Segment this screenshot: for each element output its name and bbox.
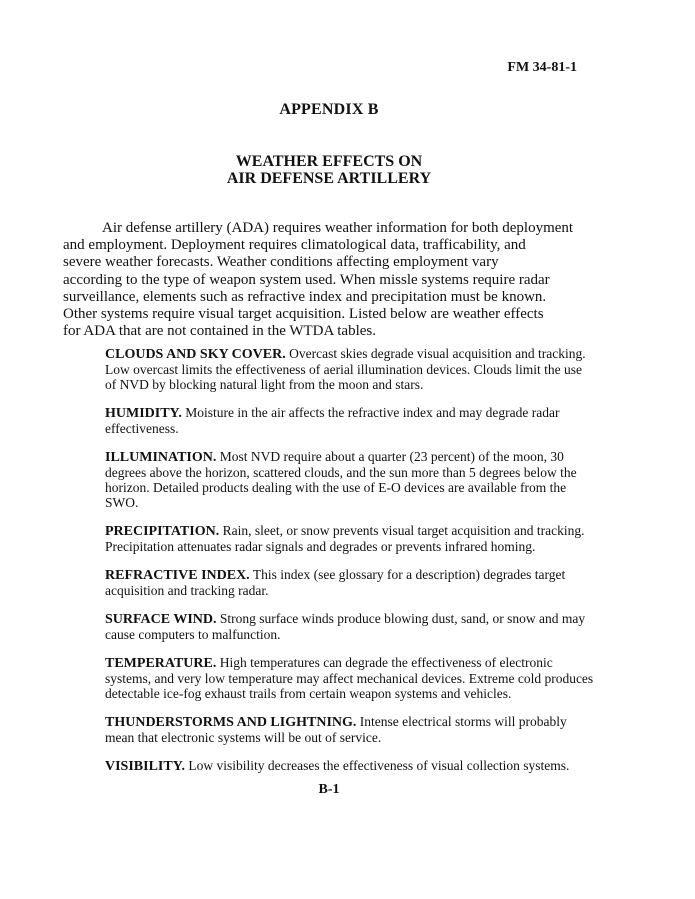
intro-line: Other systems require visual target acquisition. Listed below are weather effects bbox=[63, 306, 544, 323]
effect-term: THUNDERSTORMS AND LIGHTNING. bbox=[105, 715, 357, 730]
intro-line: severe weather forecasts. Weather conditions affecting employment vary bbox=[63, 254, 499, 271]
effect-term: PRECIPITATION. bbox=[105, 524, 220, 539]
effect-description: Most NVD require about a quarter (23 percent) of the moon, 30 degrees above the horizon, scattered clouds, and the sun more than 5 degrees below the horizon. Detailed products dealing with the use of E-O devices are available from the SWO. bbox=[105, 449, 577, 510]
effect-visibility bbox=[105, 758, 595, 774]
effect-surface-wind bbox=[105, 611, 595, 642]
page-number: B-1 bbox=[318, 782, 340, 797]
intro-paragraph bbox=[63, 220, 603, 340]
effect-term: ILLUMINATION. bbox=[105, 450, 217, 465]
effect-illumination bbox=[105, 449, 595, 510]
intro-line: according to the type of weapon system used. When missle systems require radar bbox=[63, 271, 550, 288]
intro-line: for ADA that are not contained in the WTDA tables. bbox=[63, 323, 376, 340]
effect-precipitation bbox=[105, 523, 595, 554]
effect-description: This index (see glossary for a description) degrades target acquisition and tracking radar. bbox=[105, 567, 566, 598]
effect-refractive-index bbox=[105, 567, 595, 598]
effect-term: CLOUDS AND SKY COVER. bbox=[105, 347, 286, 362]
page-title bbox=[0, 153, 658, 187]
effect-description: Low visibility decreases the effectiveness of visual collection systems. bbox=[188, 758, 570, 773]
effect-description: Intense electrical storms will probably mean that electronic systems will be out of service. bbox=[105, 714, 567, 745]
intro-line: surveillance, elements such as refractive index and precipitation must be known. bbox=[63, 288, 547, 305]
document-id: FM 34-81-1 bbox=[507, 60, 577, 75]
intro-line: and employment. Deployment requires climatological data, trafficability, and bbox=[63, 237, 526, 254]
intro-line: Air defense artillery (ADA) requires weather information for both deployment bbox=[102, 220, 574, 236]
title-line-1: WEATHER EFFECTS ON bbox=[235, 153, 423, 170]
effect-description: Moisture in the air affects the refractive index and may degrade radar effectiveness. bbox=[105, 405, 560, 436]
effect-term: VISIBILITY. bbox=[105, 759, 186, 774]
effect-description: Rain, sleet, or snow prevents visual target acquisition and tracking. Precipitation attenuates radar signals and degrades or prevents infrared homing. bbox=[105, 523, 585, 554]
effect-term: TEMPERATURE. bbox=[105, 656, 217, 671]
effect-clouds-sky-cover bbox=[105, 346, 595, 392]
effect-description: Strong surface winds produce blowing dust, sand, or snow and may cause computers to malfunction. bbox=[105, 611, 586, 642]
effect-humidity bbox=[105, 405, 595, 436]
effect-temperature bbox=[105, 655, 595, 701]
title-line-2: AIR DEFENSE ARTILLERY bbox=[226, 170, 432, 187]
effect-thunderstorms-lightning bbox=[105, 714, 595, 745]
effect-description: High temperatures can degrade the effectiveness of electronic systems, and very low temperature may affect mechanical devices. Extreme cold produces detectable ice-fog exhaust trails from certain weapon systems and vehicles. bbox=[105, 655, 594, 701]
effect-term: REFRACTIVE INDEX. bbox=[105, 568, 250, 583]
effect-term: SURFACE WIND. bbox=[105, 612, 217, 627]
weather-effects-list bbox=[105, 346, 595, 787]
effect-term: HUMIDITY. bbox=[105, 406, 182, 421]
appendix-label: APPENDIX B bbox=[279, 101, 379, 118]
effect-description: Overcast skies degrade visual acquisition and tracking. Low overcast limits the effectiveness of aerial illumination devices. Clouds limit the use of NVD by blocking natural light from the moon and stars. bbox=[105, 346, 586, 392]
